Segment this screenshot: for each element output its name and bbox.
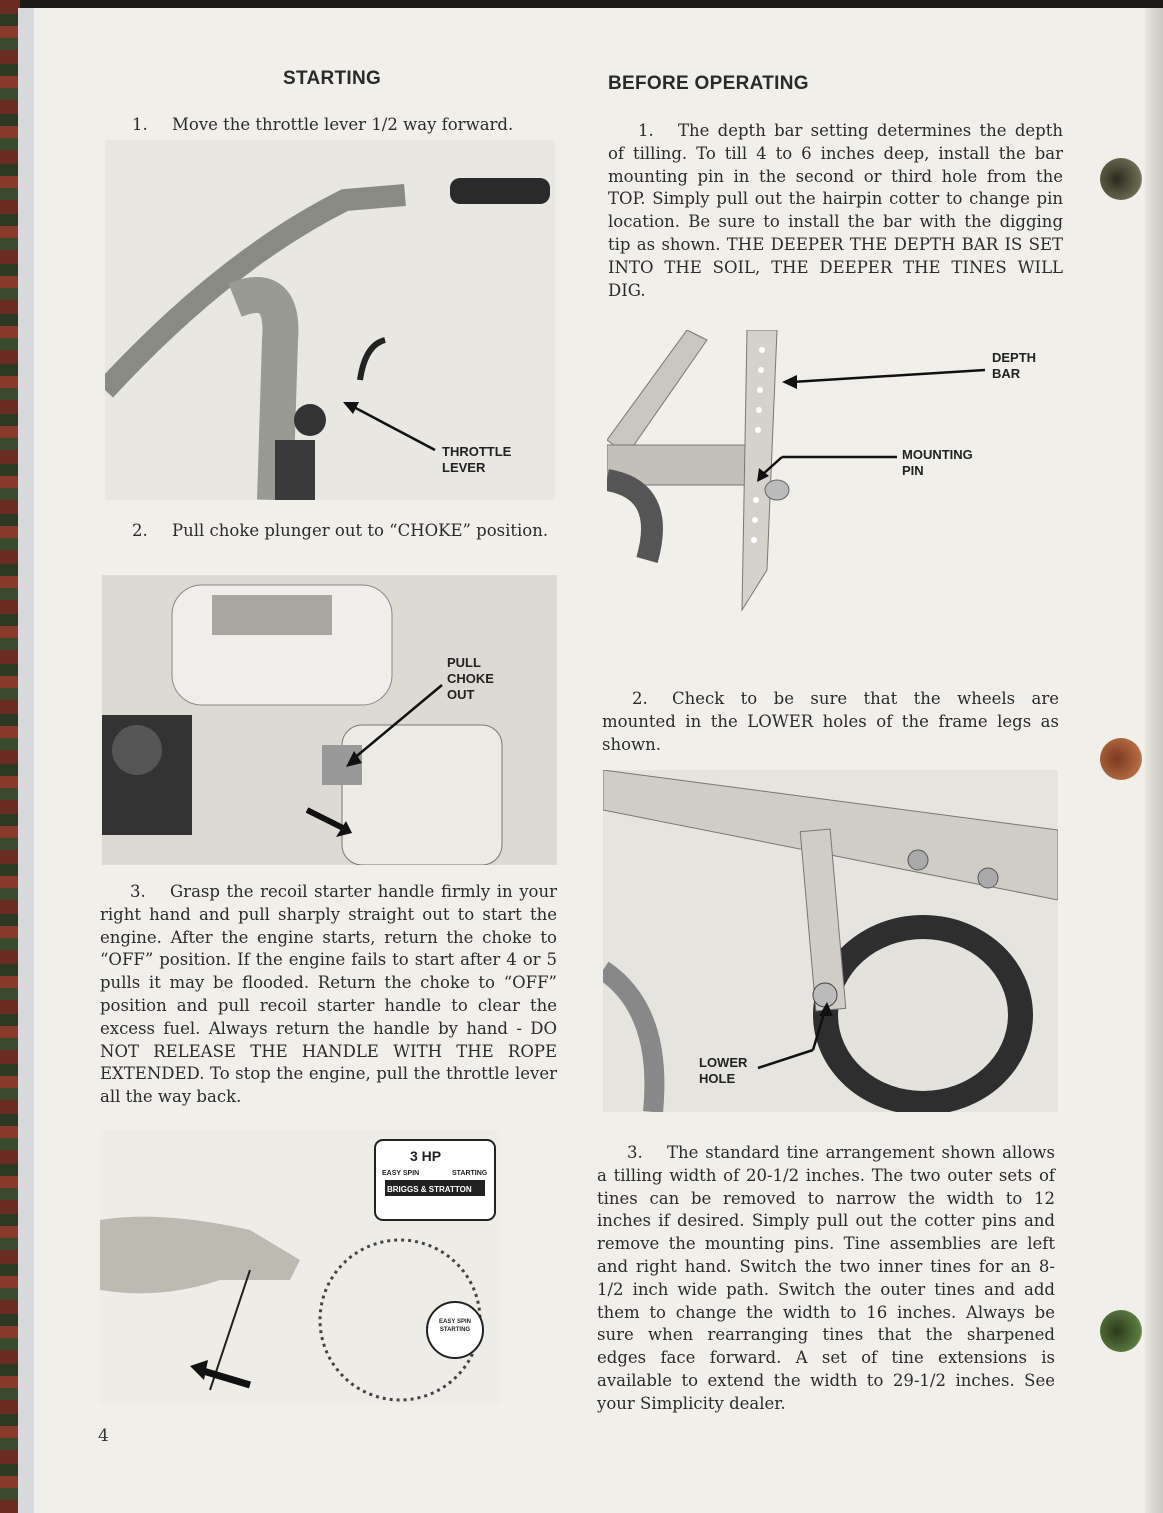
page-number: 4	[98, 1426, 109, 1446]
lever-pivot	[294, 404, 326, 436]
step-number: 2.	[632, 689, 648, 708]
binder-hole-top	[1100, 158, 1142, 200]
lower-hole-callout: LOWER HOLE	[699, 1055, 748, 1086]
wheel-illustration	[603, 770, 1058, 1112]
before-operating-step-3	[597, 1142, 1055, 1416]
before-operating-step-1	[608, 120, 1063, 302]
decal	[212, 595, 332, 635]
step-number: 2.	[132, 521, 148, 540]
throttle-lever-figure	[105, 140, 555, 500]
step-number: 3.	[130, 882, 146, 901]
step-text: The standard tine arrangement shown allows a tilling width of 20-1/2 inches. The two outer sets of tines can be removed to narrow the width to 12 inches if desired. Simply pull out the cotter pins and remove the mounting pins. Tine assemblies are left and right hand. Switch the two inner tines for an 8-1/2 inch wide path. Switch the outer tines and add them to change the width to 16 inches. Always be sure when rearranging tines that the sharpened edges face forward. A set of tine extensions is available to extend the width to 29-1/2 inches. See your Simplicity dealer.	[597, 1143, 1055, 1413]
pull-choke-out-callout: PULL CHOKE OUT	[447, 655, 494, 702]
step-text: Grasp the recoil starter handle firmly in your right hand and pull sharply straight out to start the engine. After the engine starts, return the choke to “OFF” position. If the engine fails to start after 4 or 5 pulls it may be flooded. Return the choke to “OFF” position and pull recoil starter handle to clear the excess fuel. Always return the handle by hand - DO NOT RELEASE THE HANDLE WITH THE ROPE EXTENDED. To stop the engine, pull the throttle lever all the way back.	[100, 882, 557, 1107]
page-right-edge	[1145, 8, 1163, 1513]
step-number: 3.	[627, 1143, 643, 1162]
wheel	[607, 480, 652, 560]
mounting-pin	[765, 480, 789, 500]
binder-hole-middle	[1100, 738, 1142, 780]
throttle-lever-callout: THROTTLE LEVER	[442, 444, 512, 475]
page-edge-shadow	[18, 8, 34, 1513]
mounting-pin-callout: MOUNTING PIN	[902, 447, 973, 478]
arrow-curve	[360, 340, 385, 380]
choke-plunger	[322, 745, 362, 785]
pull-arrow	[200, 1370, 250, 1385]
scan-background-fabric	[0, 0, 20, 1513]
step-text: Check to be sure that the wheels are mounted in the LOWER holes of the frame legs as shown.	[602, 689, 1059, 754]
binder-hole-bottom	[1100, 1310, 1142, 1352]
starting-step-1	[102, 114, 557, 137]
depth-bar-figure	[607, 330, 1057, 635]
handle-grip	[450, 178, 550, 204]
decal-brand: BRIGGS & STRATTON	[387, 1185, 472, 1194]
spring-grip	[275, 440, 315, 500]
frame-leg	[607, 330, 707, 455]
step-number: 1.	[132, 115, 148, 134]
hand	[100, 1217, 300, 1294]
recoil-starter-figure	[100, 1130, 500, 1405]
callout-line-depth-bar	[792, 370, 985, 382]
starting-heading: STARTING	[283, 68, 382, 89]
rim	[838, 939, 1008, 1091]
starting-step-2	[102, 520, 557, 543]
badge-text: EASY SPIN STARTING	[439, 1319, 471, 1333]
step-text: The depth bar setting determines the depth of tilling. To till 4 to 6 inches deep, install the bar mounting pin in the second or third hole from the TOP. Simply pull out the hairpin cotter to change pin location. Be sure to install the bar with the digging tip as shown. THE DEEPER THE DEPTH BAR IS SET INTO THE SOIL, THE DEEPER THE TINES WILL DIG.	[608, 121, 1063, 300]
choke-figure	[102, 575, 557, 865]
fuel-tank	[342, 725, 502, 865]
handle-post	[235, 295, 280, 500]
step-number: 1.	[638, 121, 654, 140]
decal-hp: 3 HP	[410, 1148, 442, 1164]
before-operating-heading: BEFORE OPERATING	[608, 73, 809, 94]
starter-illustration	[100, 1130, 500, 1405]
starting-step-3	[100, 881, 557, 1109]
tine	[603, 970, 654, 1112]
depth-bar-callout: DEPTH BAR	[992, 350, 1037, 381]
before-operating-step-2	[602, 688, 1059, 756]
callout-line	[758, 1050, 813, 1068]
engine-illustration	[102, 575, 557, 865]
step-text: Move the throttle lever 1/2 way forward.	[172, 115, 514, 134]
wheel-figure	[603, 770, 1058, 1112]
depth-bar-illustration	[607, 330, 1057, 635]
callout-line	[350, 405, 435, 450]
lower-hole-bolt	[813, 983, 837, 1007]
decal-starting: STARTING	[452, 1170, 488, 1177]
pull-arrow	[307, 810, 347, 830]
step-text: Pull choke plunger out to “CHOKE” position.	[172, 521, 549, 540]
decal-easy-spin: EASY SPIN	[382, 1170, 420, 1177]
